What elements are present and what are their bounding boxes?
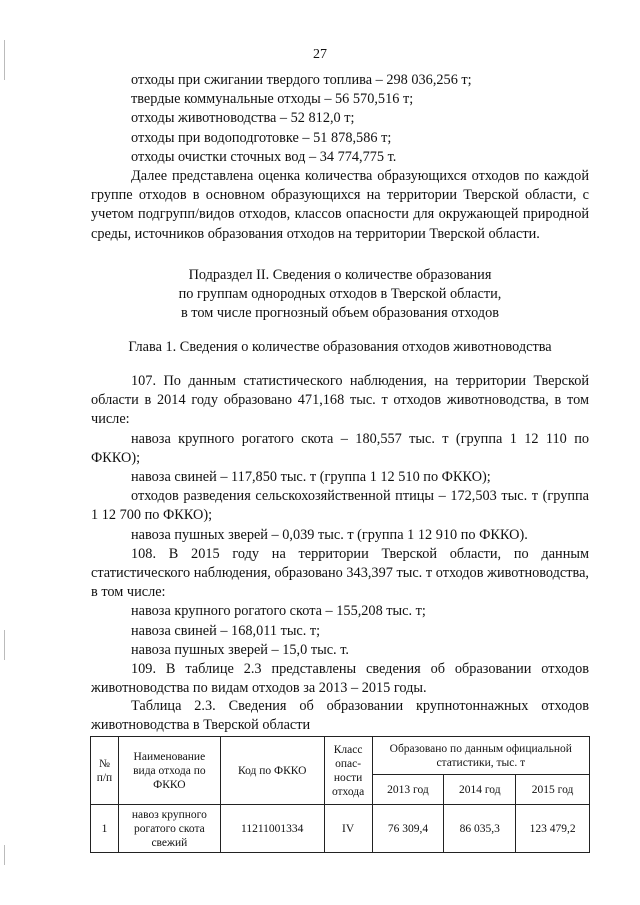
cell-code: 11211001334 xyxy=(220,805,324,853)
subsection-title-line: в том числе прогнозный объем образования отходов xyxy=(180,305,499,322)
list-item: навоза свиней – 168,011 тыс. т; xyxy=(131,622,321,639)
paragraph-108: 108. В 2015 году на территории Тверской области, по данным статистического наблюдения, образовано 343,397 тыс. т отходов животноводства, в том числе: xyxy=(91,545,589,601)
table-caption: Таблица 2.3. Сведения об образовании крупнотоннажных отходов животноводства в Тверской области xyxy=(91,698,589,734)
subsection-title xyxy=(91,266,589,324)
waste-table xyxy=(90,736,590,853)
header-code: Код по ФККО xyxy=(220,737,324,805)
cell-2015: 123 479,2 xyxy=(516,805,590,853)
list-item: навоза пушных зверей – 15,0 тыс. т. xyxy=(131,641,349,658)
cell-class: IV xyxy=(324,805,372,853)
list-item: навоза крупного рогатого скота – 180,557 тыс. т (группа 1 12 110 по ФККО); xyxy=(91,430,589,466)
paragraph-estimate: Далее представлена оценка количества образующихся отходов по каждой группе отходов в основном образующихся на территории Тверской области, с учетом подгрупп/видов отходов, классов опасности для окружающей природной среды, источников образования отходов на территории Тверской области. xyxy=(91,168,589,242)
header-num: № п/п xyxy=(91,737,119,805)
paragraphs-107-108 xyxy=(91,372,589,698)
subsection-title-line: по группам однородных отходов в Тверской области, xyxy=(178,286,502,303)
cell-2014: 86 035,3 xyxy=(444,805,516,853)
list-item: навоза пушных зверей – 0,039 тыс. т (группа 1 12 910 по ФККО). xyxy=(131,526,528,543)
table-row xyxy=(91,805,590,853)
list-item: твердые коммунальные отходы – 56 570,516 т; xyxy=(131,91,414,108)
header-formed: Образовано по данным официальной статистики, тыс. т xyxy=(372,737,589,775)
list-item: отходы очистки сточных вод – 34 774,775 т. xyxy=(131,148,397,165)
header-year: 2015 год xyxy=(516,775,590,805)
header-year: 2013 год xyxy=(372,775,444,805)
cell-num: 1 xyxy=(91,805,119,853)
subsection-title-line: Подраздел II. Сведения о количестве образования xyxy=(188,267,492,283)
header-year: 2014 год xyxy=(444,775,516,805)
chapter-title: Глава 1. Сведения о количестве образования отходов животноводства xyxy=(128,339,552,355)
list-item: отходы животноводства – 52 812,0 т; xyxy=(131,110,355,127)
cell-2013: 76 309,4 xyxy=(372,805,444,853)
cell-name: навоз крупного рогатого скота свежий xyxy=(118,805,220,853)
list-item: отходы при водоподготовке – 51 878,586 т; xyxy=(131,129,392,146)
list-item: отходов разведения сельскохозяйственной птицы – 172,503 тыс. т (группа 1 12 700 по ФККО); xyxy=(91,488,589,524)
list-item: навоза крупного рогатого скота – 155,208 тыс. т; xyxy=(131,603,426,620)
waste-list-block xyxy=(91,71,589,244)
paragraph-109: 109. В таблице 2.3 представлены сведения об образовании отходов животноводства по видам отходов за 2013 – 2015 годы. xyxy=(91,661,589,697)
scan-margin-mark xyxy=(4,630,5,660)
header-class: Класс опас-ности отхода xyxy=(324,737,372,805)
header-name: Наименование вида отхода по ФККО xyxy=(118,737,220,805)
paragraph-107: 107. По данным статистического наблюдения, на территории Тверской области в 2014 году образовано 471,168 тыс. т отходов животноводства, в том числе: xyxy=(91,373,589,428)
page-number: 27 xyxy=(313,47,327,62)
list-item: навоза свиней – 117,850 тыс. т (группа 1 12 510 по ФККО); xyxy=(131,469,491,486)
list-item: отходы при сжигании твердого топлива – 298 036,256 т; xyxy=(131,72,472,88)
scan-margin-mark xyxy=(4,845,5,865)
